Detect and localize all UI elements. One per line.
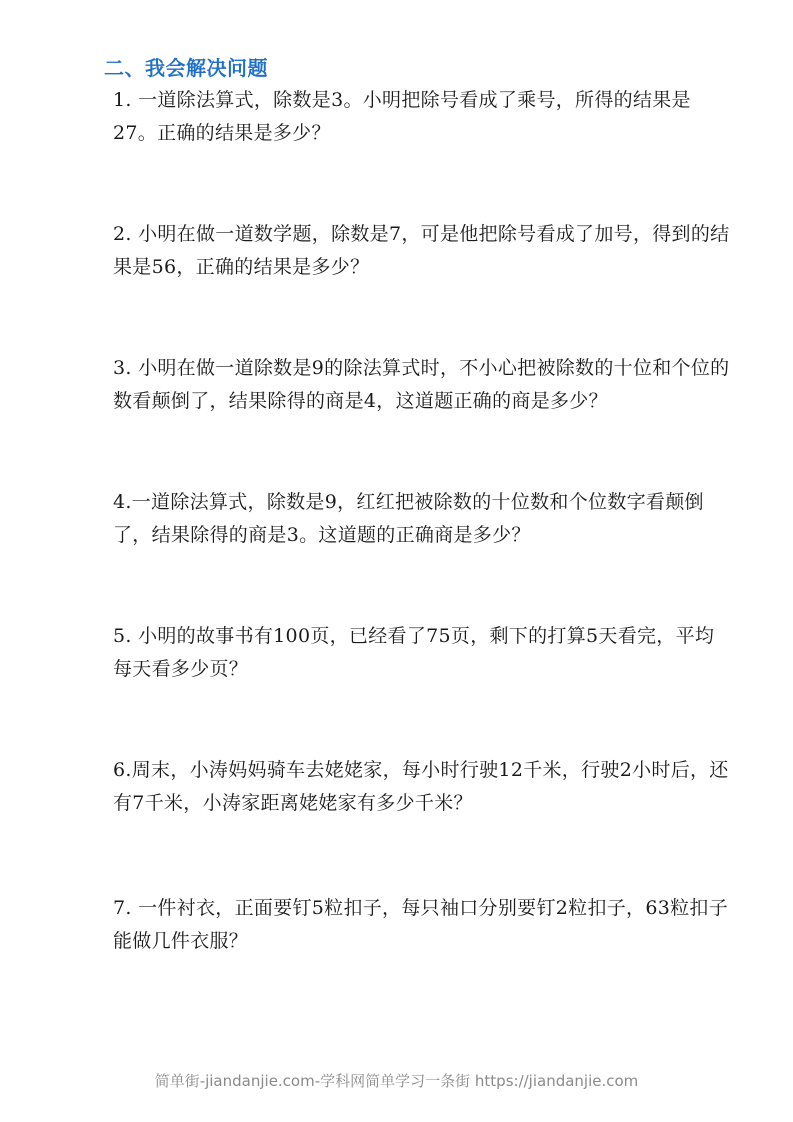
question-7: 7. 一件衬衣，正面要钉5粒扣子，每只袖口分别要钉2粒扣子，63粒扣子能做几件衣服？	[113, 897, 729, 952]
question-1: 1. 一道除法算式，除数是3。小明把除号看成了乘号，所得的结果是27。正确的结果是多少？	[113, 89, 691, 144]
section-title: 二、我会解决问题	[104, 56, 268, 80]
question-2: 2. 小明在做一道数学题，除数是7，可是他把除号看成了加号，得到的结果是56，正确的结果是多少？	[113, 223, 730, 278]
question-4: 4.一道除法算式，除数是9，红红把被除数的十位数和个位数字看颠倒了，结果除得的商是3。这道题的正确商是多少？	[113, 491, 704, 546]
footer-watermark: 简单街-jiandanjie.com-学科网简单学习一条街 https://jiandanjie.com	[154, 1072, 639, 1090]
question-5: 5. 小明的故事书有100页，已经看了75页，剩下的打算5天看完，平均每天看多少页？	[113, 625, 715, 680]
question-3: 3. 小明在做一道除数是9的除法算式时，不小心把被除数的十位和个位的数看颠倒了，结果除得的商是4，这道题正确的商是多少？	[113, 357, 730, 412]
question-6: 6.周末，小涛妈妈骑车去姥姥家，每小时行驶12千米，行驶2小时后，还有7千米，小涛家距离姥姥家有多少千米？	[113, 759, 729, 814]
